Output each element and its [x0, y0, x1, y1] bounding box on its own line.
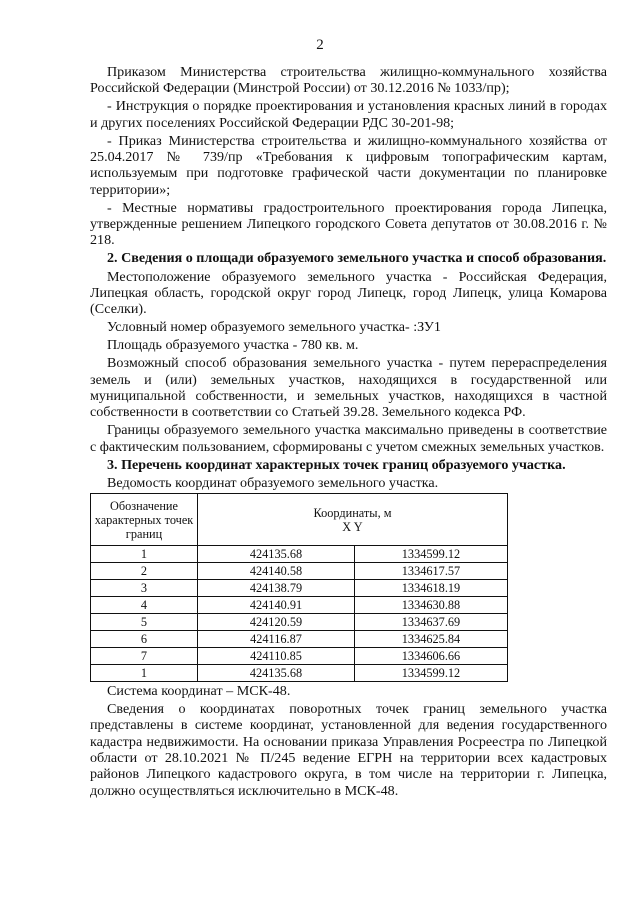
header-points: Обозначение характерных точек границ — [91, 493, 198, 545]
x-coordinate-cell: 424110.85 — [198, 647, 355, 664]
header-coordinates — [198, 493, 508, 545]
point-cell: 1 — [91, 664, 198, 681]
paragraph-boundaries: Границы образуемого земельного участка максимально приведены в соответствие с фактическим пользованием, сформированы с учетом смежных земельных участков. — [90, 422, 607, 455]
x-coordinate-cell: 424116.87 — [198, 630, 355, 647]
header-coordinates-label: Координаты, м — [313, 506, 392, 521]
paragraph-location: Местоположение образуемого земельного участка - Российская Федерация, Липецкая область, городской округ город Липецк, город Липецк, улица Комарова (Сселки). — [90, 268, 607, 318]
table-row — [91, 545, 508, 562]
x-coordinate-cell: 424135.68 — [198, 664, 355, 681]
paragraph-conditional-number: Условный номер образуемого земельного участка- :ЗУ1 — [107, 319, 441, 336]
table-row — [91, 647, 508, 664]
table-row — [91, 579, 508, 596]
x-coordinate-cell: 424140.58 — [198, 562, 355, 579]
x-coordinate-cell: 424120.59 — [198, 613, 355, 630]
y-coordinate-cell: 1334630.88 — [355, 596, 508, 613]
table-row — [91, 664, 508, 681]
y-coordinate-cell: 1334599.12 — [355, 664, 508, 681]
section-3-heading: 3. Перечень координат характерных точек границ образуемого участка. — [107, 456, 566, 473]
point-cell: 3 — [91, 579, 198, 596]
document-body — [90, 64, 607, 801]
point-cell: 1 — [91, 545, 198, 562]
table-header-row — [91, 493, 508, 545]
paragraph-egrn-info: Сведения о координатах поворотных точек границ земельного участка представлены в системе координат, установленной для ведения государственного кадастра недвижимости. На основании приказа Управления Росреестра по Липецкой области от 28.10.2021 № П/245 ведение ЕГРН на территории всех кадастровых районов Липецкого кадастрового округа, в том числе на территории г. Липецка, должно осуществляться исключительно в МСК-48. — [90, 701, 607, 799]
y-coordinate-cell: 1334617.57 — [355, 562, 508, 579]
table-row — [91, 613, 508, 630]
paragraph-red-lines-instruction: - Инструкция о порядке проектирования и установления красных линий в городах и других поселениях Российской Федерации РДС 30-201-98; — [90, 98, 607, 131]
paragraph-formation-method: Возможный способ образования земельного участка - путем перераспределения земель и (или) земельных участков, находящихся в государственной или муниципальной собственности, и земельных участков, находящихся в частной собственности в соответствии со Статьей 39.28. Земельного кодекса РФ. — [90, 355, 607, 421]
y-coordinate-cell: 1334618.19 — [355, 579, 508, 596]
y-coordinate-cell: 1334625.84 — [355, 630, 508, 647]
table-row — [91, 596, 508, 613]
coordinates-table — [90, 493, 508, 682]
point-cell: 2 — [91, 562, 198, 579]
paragraph-area: Площадь образуемого участка - 780 кв. м. — [107, 337, 359, 354]
point-cell: 6 — [91, 630, 198, 647]
table-caption: Ведомость координат образуемого земельного участка. — [107, 474, 439, 491]
point-cell: 4 — [91, 596, 198, 613]
y-coordinate-cell: 1334637.69 — [355, 613, 508, 630]
paragraph-local-norms: - Местные нормативы градостроительного проектирования города Липецка, утвержденные решением Липецкого городского Совета депутатов от 30.08.2016 г. № 218. — [90, 199, 607, 249]
page-number: 2 — [316, 37, 324, 53]
paragraph-coordinate-system: Система координат – МСК-48. — [107, 682, 291, 699]
point-cell: 7 — [91, 647, 198, 664]
paragraph-minstroy-order: Приказом Министерства строительства жилищно-коммунального хозяйства Российской Федерации (Минстрой России) от 30.12.2016 № 1033/пр); — [90, 64, 607, 97]
y-coordinate-cell: 1334606.66 — [355, 647, 508, 664]
x-coordinate-cell: 424135.68 — [198, 545, 355, 562]
header-xy-label: X Y — [342, 520, 363, 535]
section-2-heading: 2. Сведения о площади образуемого земельного участка и способ образования. — [107, 250, 607, 267]
table-row — [91, 630, 508, 647]
point-cell: 5 — [91, 613, 198, 630]
x-coordinate-cell: 424140.91 — [198, 596, 355, 613]
table-body — [91, 545, 508, 681]
paragraph-digital-maps-order: - Приказ Министерства строительства и жилищно-коммунального хозяйства от 25.04.2017 № 739/пр «Требования к цифровым топографическим картам, используемым при подготовке графической части документации по планировке территории»; — [90, 132, 607, 198]
table-row — [91, 562, 508, 579]
y-coordinate-cell: 1334599.12 — [355, 545, 508, 562]
x-coordinate-cell: 424138.79 — [198, 579, 355, 596]
